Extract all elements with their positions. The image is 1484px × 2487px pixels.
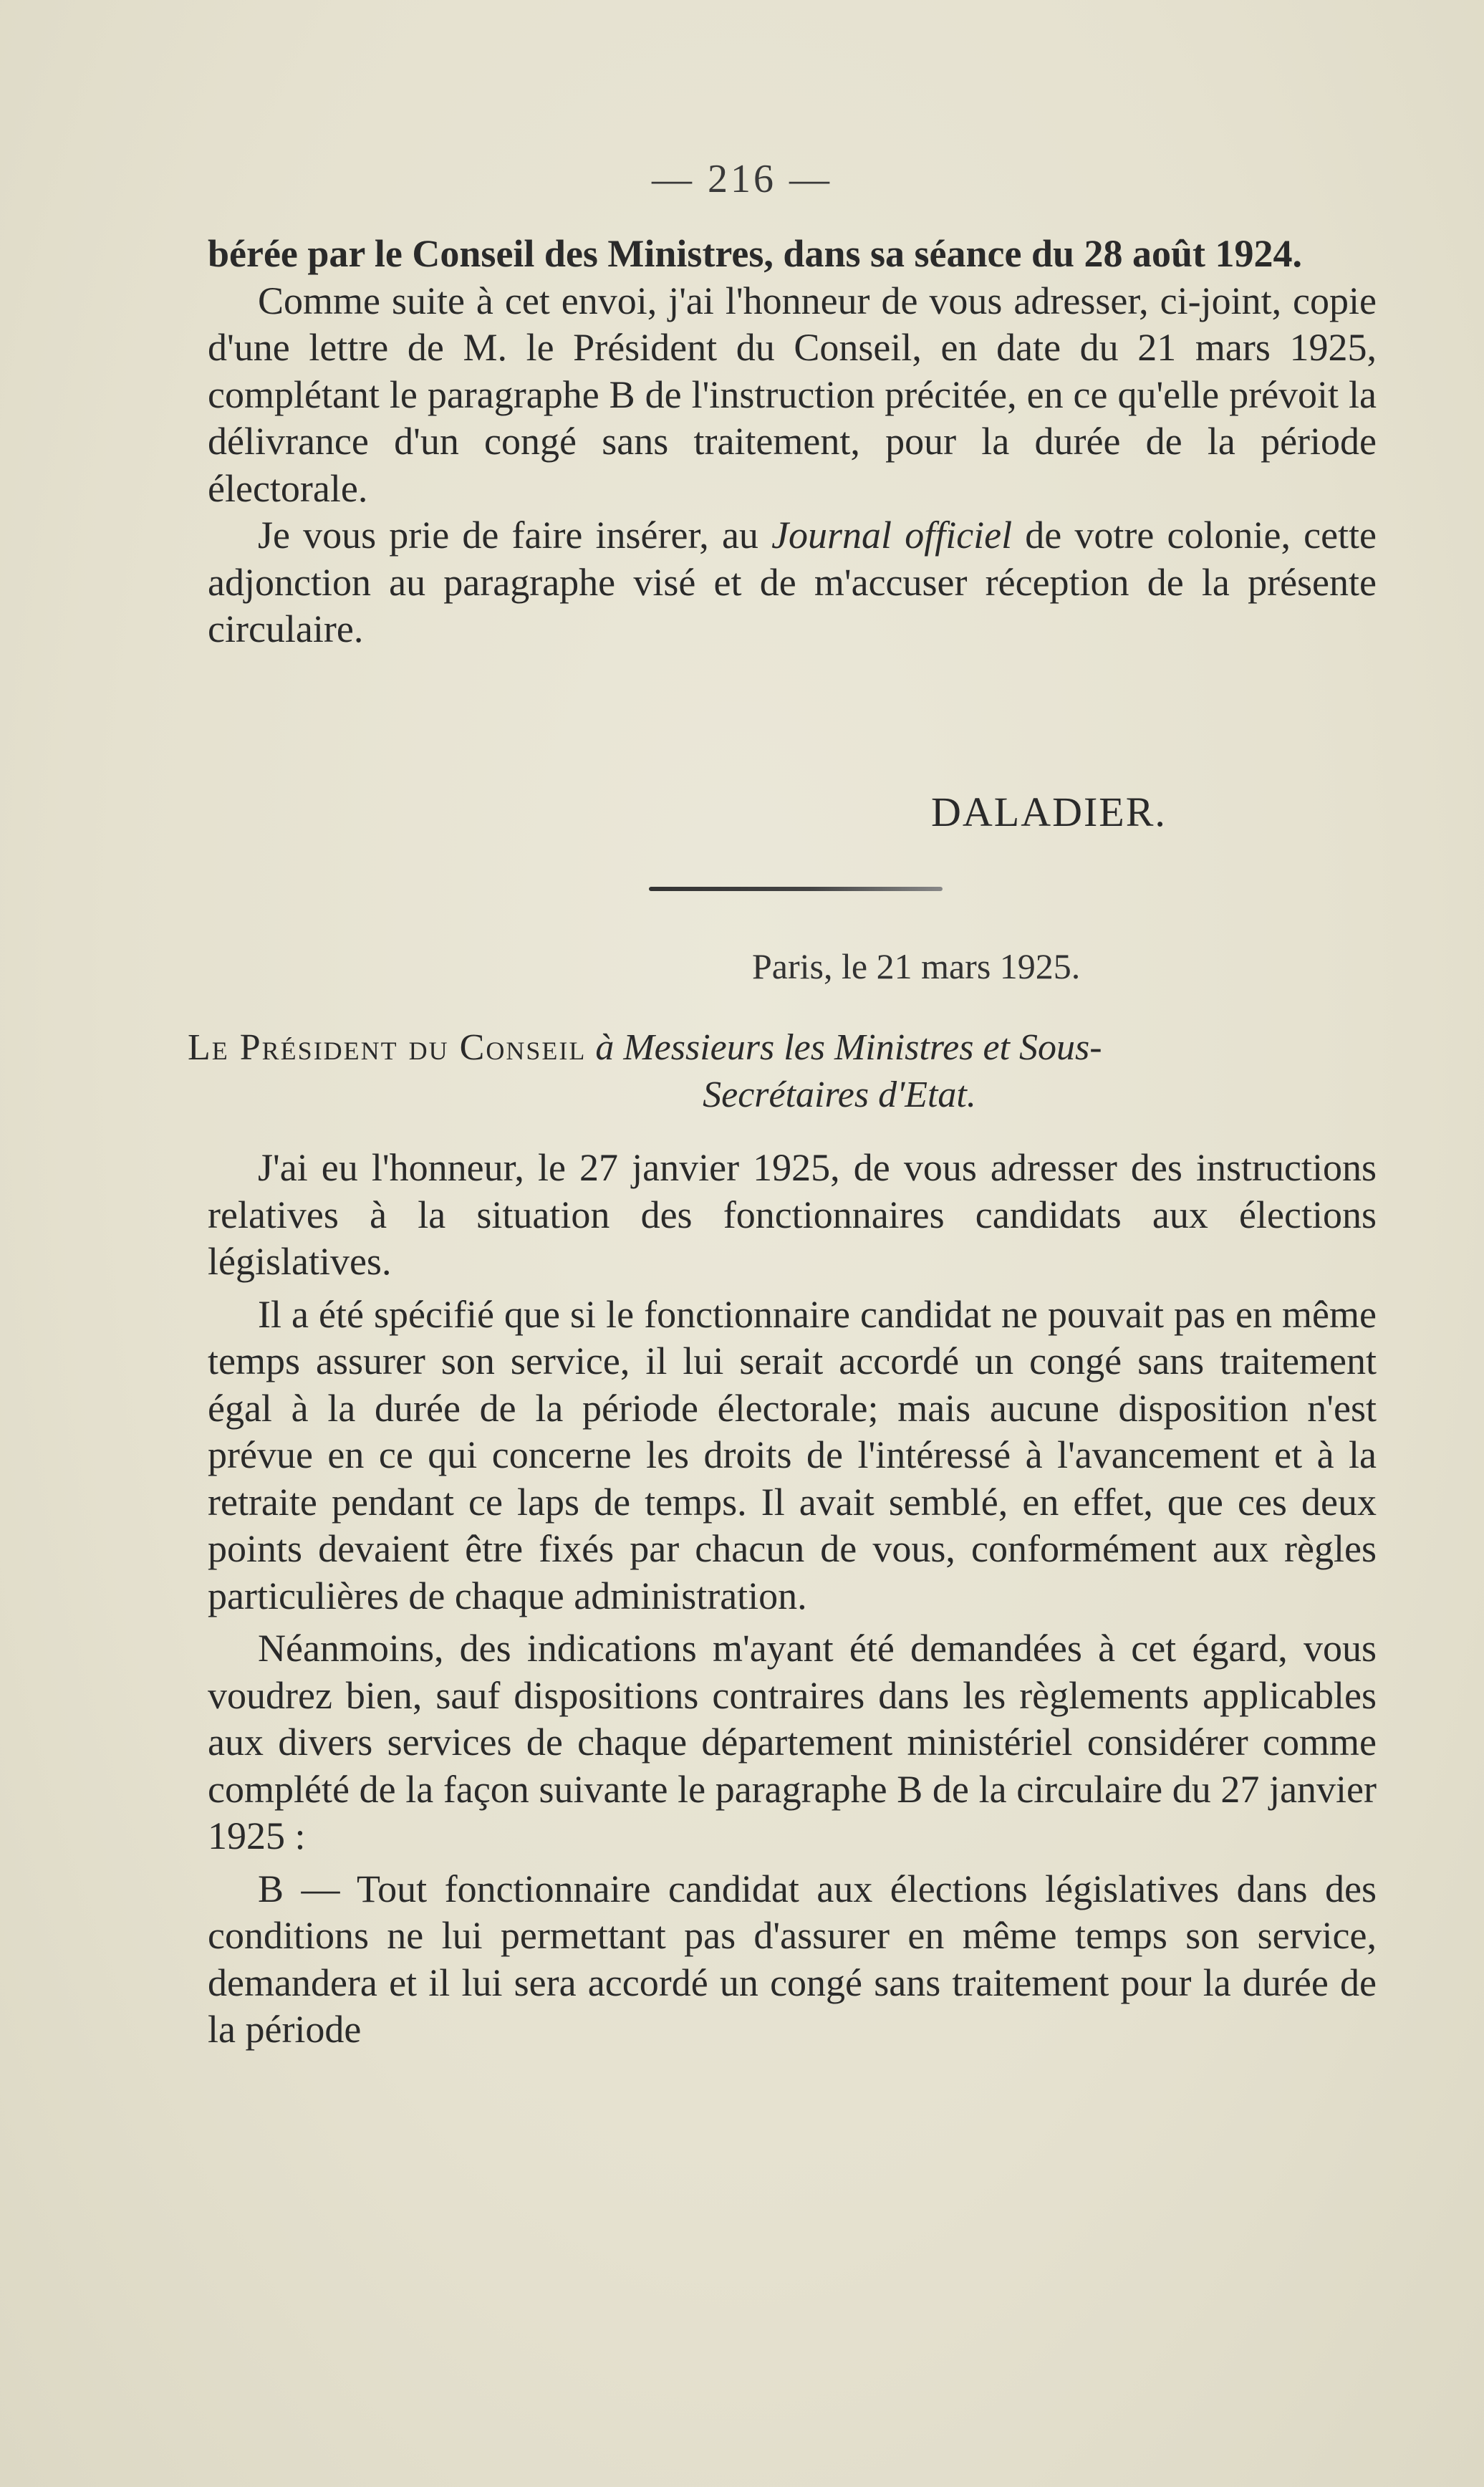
dateline: Paris, le 21 mars 1925.	[752, 946, 1081, 986]
request-text-end: de votre colonie, cette adjonction au paragraphe visé et de m'accuser réception de la présente circulaire.	[208, 514, 1377, 650]
letter-paragraph-1: J'ai eu l'honneur, le 27 janvier 1925, de vous adresser des instructions relatives à la situation des fonctionnaires candidats aux élections législatives.	[208, 1146, 1377, 1283]
letter-recipient-line1: à Messieurs les Ministres et Sous-	[595, 1027, 1102, 1068]
letter-paragraph-4: B — Tout fonctionnaire candidat aux élections législatives dans des conditions ne lui permettant pas d'assurer en même temps son service, demandera et il lui sera accordé un congé sans traitement pour la durée de la période	[208, 1867, 1377, 2051]
letter-sender: Le Président du Conseil	[188, 1027, 587, 1068]
page-number: — 216 —	[652, 157, 832, 201]
section-divider	[649, 887, 943, 891]
transmission-paragraph: Comme suite à cet envoi, j'ai l'honneur de vous adresser, ci-joint, copie d'une lettre de M. le Président du Conseil, en date du 21 mars 1925, complétant le paragraphe B de l'instruction précitée, en ce qu'elle prévoit la délivrance d'un congé sans traitement, pour la durée de la période électorale.	[208, 279, 1377, 510]
letter-paragraph-2: Il a été spécifié que si le fonctionnaire candidat ne pouvait pas en même temps assurer son service, il lui serait accordé un congé sans traitement égal à la durée de la période électorale; mais aucune disposition n'est prévue en ce qui concerne les droits de l'intéressé à l'avancement et à la retraite pendant ce laps de temps. Il avait semblé, en effet, que ces deux points devaient être fixés par chacun de vous, conformément aux règles particulières de chaque administration.	[208, 1292, 1377, 1617]
request-paragraph	[208, 512, 1377, 653]
top-section	[208, 231, 1377, 653]
letter-body	[208, 1145, 1377, 2054]
letter-heading	[188, 1024, 1391, 1119]
letter-recipient-line2: Secrétaires d'Etat.	[703, 1074, 976, 1115]
journal-title: Journal officiel	[771, 514, 1013, 557]
letter-paragraph-3: Néanmoins, des indications m'ayant été demandées à cet égard, vous voudrez bien, sauf dispositions contraires dans les règlements applicables aux divers services de chaque département ministériel considérer comme complété de la façon suivante le paragraphe B de la circulaire du 27 janvier 1925 :	[208, 1627, 1377, 1857]
request-text-start: Je vous prie de faire insérer, au	[258, 514, 772, 557]
continuation-paragraph: bérée par le Conseil des Ministres, dans sa séance du 28 août 1924.	[208, 232, 1303, 275]
signature: DALADIER.	[931, 789, 1167, 835]
